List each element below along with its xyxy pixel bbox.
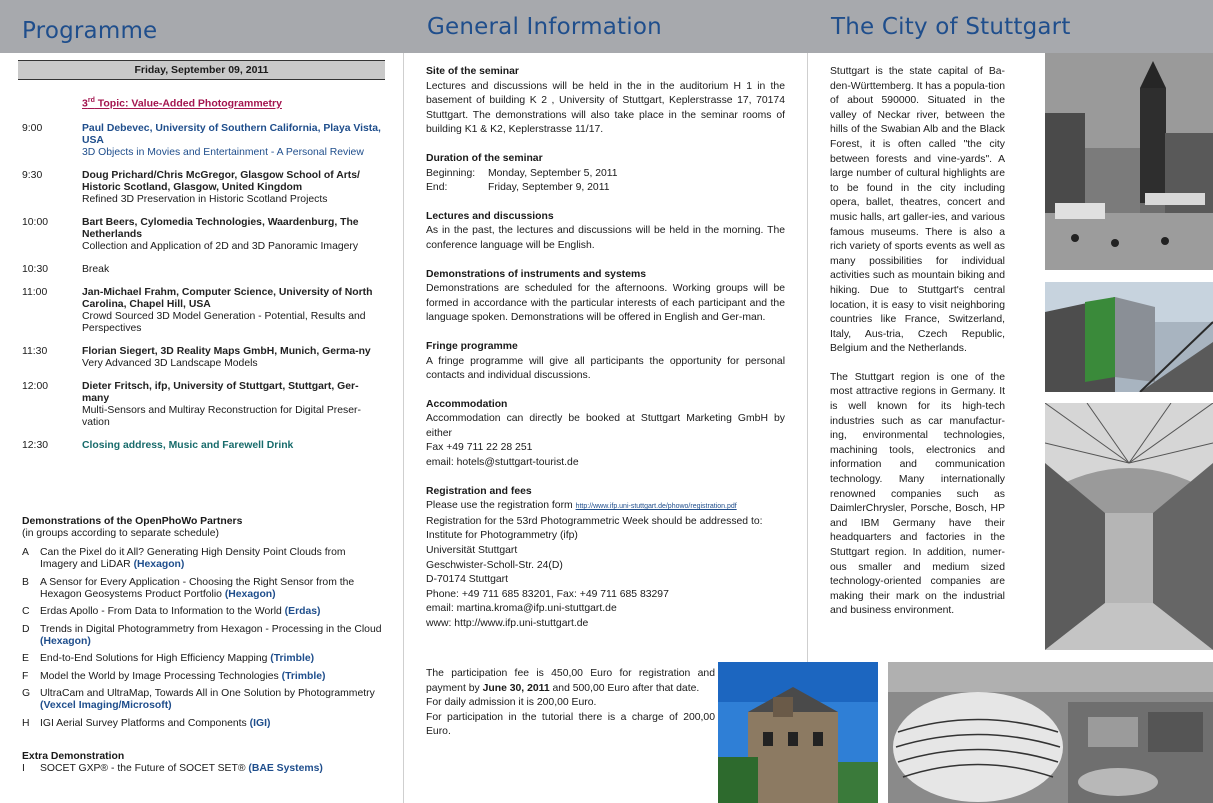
demo-item: B A Sensor for Every Application - Choosing the Right Sensor from the Hexagon Geosystems Product Portfolio (Hexagon) (22, 576, 355, 600)
programme-item: 9:30 Doug Prichard/Chris McGregor, Glasgow School of Arts/ Historic Scotland, Glasgow, United Kingdom Refined 3D Preservation in Historic Scotland Projects (22, 169, 360, 205)
photo-modern-building (888, 662, 1213, 803)
date-bar: Friday, September 09, 2011 (18, 60, 385, 80)
extra-demonstration: Extra Demonstration I SOCET GXP® - the Future of SOCET SET® (BAE Systems) (22, 751, 382, 775)
accommodation-section: Accommodation Accommodation can directly be booked at Stuttgart Marketing GmbH by either Fax +49 711 22 28 251 email: hotels@stuttgart-tourist.de (426, 398, 785, 469)
photo-city-square (1045, 53, 1213, 270)
demo-item: D Trends in Digital Photogrammetry from Hexagon - Processing in the Cloud (Hexagon) (22, 623, 382, 647)
fringe-section: Fringe programme A fringe programme will give all participants the opportunity for personal contacts and individual discussions. (426, 340, 785, 382)
city-title: The City of Stuttgart (831, 14, 1071, 40)
demo-item: G UltraCam and UltraMap, Towards All in One Solution by Photogrammetry (Vexcel Imaging/Microsoft) (22, 688, 375, 711)
demo-item: H IGI Aerial Survey Platforms and Components (IGI) (22, 717, 271, 729)
demonstrations-heading: Demonstrations of the OpenPhoWo Partners (22, 516, 243, 527)
demonstrations-subheading: (in groups according to separate schedule) (22, 528, 219, 539)
photo-castle (718, 662, 878, 803)
programme-item: 10:00 Bart Beers, Cylomedia Technologies, Waardenburg, The Netherlands Collection and Application of 2D and 3D Panoramic Imagery (22, 216, 359, 252)
demonstrations-section (22, 516, 382, 730)
city-paragraph: Stuttgart is the state capital of Ba-den-Württemberg. It has a popula-tion of about 590000. Situated in the valley of Neckar river, between the hills of the Swabian Alb and the Black Forest, it is often called "the city between forests and vine-yards". A large number of cultural highlights are to be found in the city including opera, ballet, theatres, concert and music halls, art galler-ies, and various famous museums. There is also a rich variety of sports events as well as many possibilities for individual activities such as mountain biking and hiking. Due to Stuttgart's central location, it is easy to visit neighboring countries like France, Switzerland, Italy, Aus-tria, Czech Republic, Belgium and the Netherlands. (830, 66, 1006, 355)
fees-paragraph: The participation fee is 450,00 Euro for registration and payment by June 30, 2011 and 500,00 Euro after that date. For daily admission it is 200,00 Euro. For participation in the tutorial there is a charge of 200,00 Euro. (426, 668, 715, 738)
duration-section: Duration of the seminar Beginning: Monday, September 5, 2011 End: Friday, September 9, 2011 (426, 152, 618, 194)
programme-item: 12:30 Closing address, Music and Farewell Drink (22, 439, 294, 451)
demo-item: I SOCET GXP® - the Future of SOCET SET® (BAE Systems) (22, 763, 323, 774)
programme-title: Programme (22, 18, 158, 44)
registration-section: Registration and fees Please use the registration form http://www.ifp.uni-stuttgart.de/phowo/registration.pdf Registration for the 53rd Photogrammetric Week should be addressed to: Institute for Photogrammetry (ifp) Universität Stuttgart Geschwister-Scholl-Str. 24(D) D-70174 Stuttgart Phone: +49 711 685 83201, Fax: +49 711 685 83297 email: martina.kroma@ifp.uni-stuttgart.de www: http://www.ifp.uni-stuttgart.de (426, 485, 763, 629)
demo-item: F Model the World by Image Processing Technologies (Trimble) (22, 670, 326, 682)
demos-info-section: Demonstrations of instruments and systems Demonstrations are scheduled for the afternoons. Working groups will be formed in accordance with the particular interests of each participant and the language spoken. Demonstrations will be offered in English and Ger-man. (426, 268, 785, 324)
programme-column (18, 60, 385, 452)
general-info-title: General Information (427, 14, 662, 40)
programme-item: 10:30 Break (22, 263, 110, 275)
programme-item: 9:00 Paul Debevec, University of Southern California, Playa Vista, USA 3D Objects in Movies and Entertainment - A Personal Review (22, 122, 381, 158)
lectures-section: Lectures and discussions As in the past, the lectures and discussions will be held in the morning. The conference language will be English. (426, 210, 785, 251)
registration-link[interactable]: http://www.ifp.uni-stuttgart.de/phowo/registration.pdf (575, 503, 737, 511)
demo-item: C Erdas Apollo - From Data to Information to the World (Erdas) (22, 606, 321, 617)
programme-item: 11:30 Florian Siegert, 3D Reality Maps GmbH, Munich, Germa-ny Very Advanced 3D Landscape Models (22, 345, 371, 369)
general-info-column (426, 65, 785, 646)
photo-modern-plaza (1045, 282, 1213, 392)
site-section: Site of the seminar Lectures and discussions will be held in the in the auditorium H 1 in the basement of building K 2 , University of Stuttgart, Keplerstrasse 17, 70174 Stuttgart. The demonstrations will also take place in the seminar rooms of building K1 & K2, Keplerstrasse 11/17. (426, 66, 785, 136)
demo-item: E End-to-End Solutions for High Efficiency Mapping (Trimble) (22, 653, 315, 664)
programme-item: 12:00 Dieter Fritsch, ifp, University of Stuttgart, Stuttgart, Ger-many Multi-Sensors and Multiray Reconstruction for Digital Preser-vation (22, 380, 361, 428)
demo-item: A Can the Pixel do it All? Generating High Density Point Clouds from Imagery and LiDAR (Hexagon) (22, 547, 346, 570)
programme-item: 11:00 Jan-Michael Frahm, Computer Science, University of North Carolina, Chapel Hill, USA Crowd Sourced 3D Model Generation - Potential, Results and Perspectives (22, 286, 373, 334)
city-paragraph: The Stuttgart region is one of the most attractive regions in Germany. It is well known for its high-tech industries such as car manufactur-ing, environmental technologies, machining tools, electronics and information and communication technology. Many internationally renowned companies such as DaimlerChrysler, Porsche, Bosch, HP and IBM Germany have their headquarters and factories in the Stuttgart region. In addition, numer-ous smaller and medium sized technology-oriented companies are making their mark on the industrial and business environment. (830, 371, 1005, 617)
city-column (830, 65, 1005, 633)
column-divider (403, 53, 404, 803)
photo-shopping-arcade (1045, 403, 1213, 650)
topic-heading: 3rd Topic: Value-Added Photogrammetry (82, 97, 282, 110)
